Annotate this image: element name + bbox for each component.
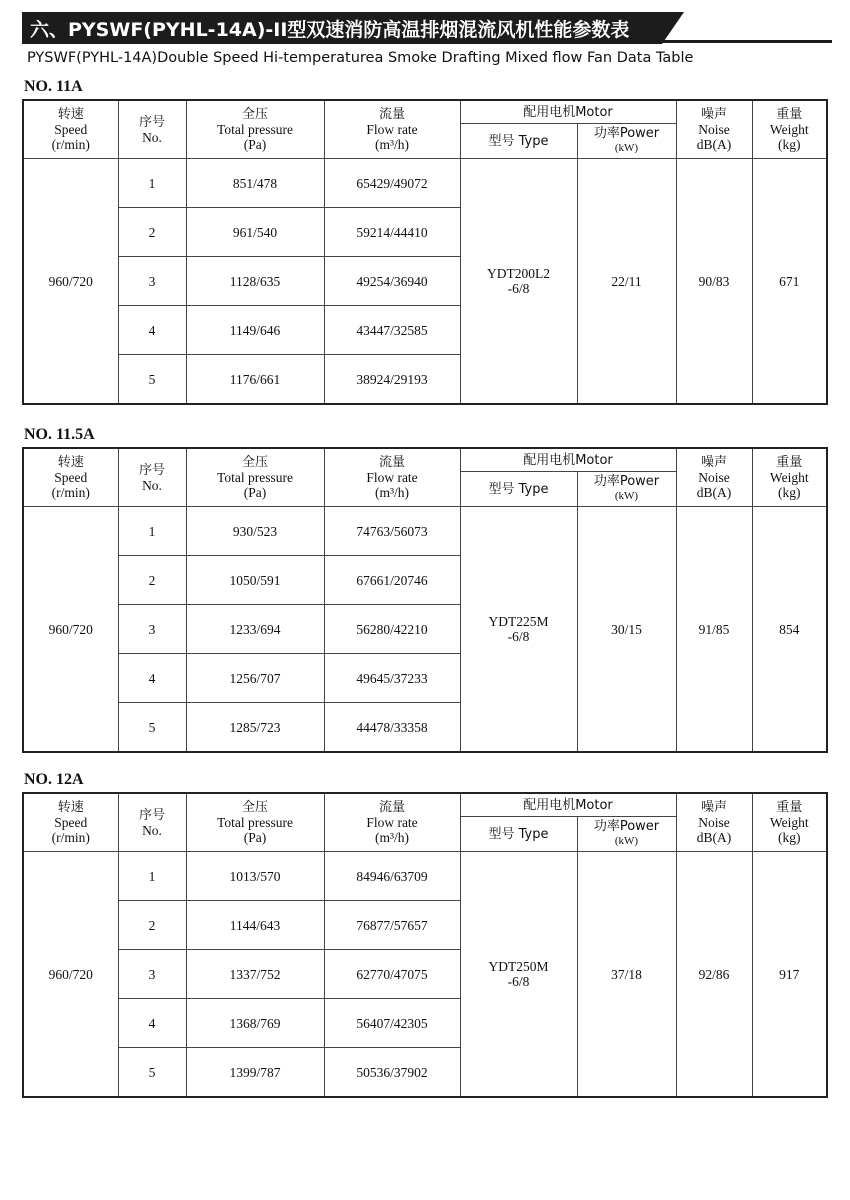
flow-cell: 49254/36940: [324, 257, 460, 306]
noise-cell: 91/85: [676, 507, 752, 753]
header-no: 序号 No.: [118, 448, 186, 507]
pressure-cell: 1337/752: [186, 950, 324, 999]
flow-cell: 67661/20746: [324, 556, 460, 605]
page-title: 六、PYSWF(PYHL-14A)-II型双速消防高温排烟混流风机性能参数表: [30, 19, 630, 41]
header-flow: 流量 Flow rate (m³/h): [324, 448, 460, 507]
title-underline: [662, 40, 832, 43]
row-number-cell: 4: [118, 306, 186, 355]
motor-type-cell: [460, 159, 577, 405]
header-noise: 噪声 Noise dB(A): [676, 100, 752, 159]
row-number-cell: 4: [118, 654, 186, 703]
motor-type-line-1: YDT225M: [488, 614, 549, 629]
pressure-cell: 930/523: [186, 507, 324, 556]
row-number-cell: 5: [118, 703, 186, 753]
weight-cell: 854: [752, 507, 827, 753]
table-row: [23, 507, 827, 556]
power-cell: 37/18: [577, 852, 676, 1098]
header-pressure: 全压 Total pressure (Pa): [186, 100, 324, 159]
motor-type-line-2: -6/8: [507, 281, 530, 296]
header-motor: 配用电机Motor: [460, 100, 676, 124]
header-speed: 转速 Speed (r/min): [23, 100, 118, 159]
header-motor-power: 功率Power (kW): [577, 124, 676, 159]
flow-cell: 38924/29193: [324, 355, 460, 405]
pressure-cell: 1013/570: [186, 852, 324, 901]
weight-cell: 671: [752, 159, 827, 405]
header-no: 序号 No.: [118, 793, 186, 852]
pressure-cell: 1256/707: [186, 654, 324, 703]
row-number-cell: 2: [118, 208, 186, 257]
row-number-cell: 1: [118, 159, 186, 208]
header-no: 序号 No.: [118, 100, 186, 159]
flow-cell: 56407/42305: [324, 999, 460, 1048]
noise-cell: 92/86: [676, 852, 752, 1098]
header-motor-type: 型号 Type: [460, 817, 577, 852]
motor-type-cell: [460, 852, 577, 1098]
title-bar: [22, 12, 832, 44]
flow-cell: 49645/37233: [324, 654, 460, 703]
pressure-cell: 1285/723: [186, 703, 324, 753]
flow-cell: 43447/32585: [324, 306, 460, 355]
motor-type-line-1: YDT200L2: [487, 266, 550, 281]
flow-cell: 62770/47075: [324, 950, 460, 999]
header-speed: 转速 Speed (r/min): [23, 793, 118, 852]
flow-cell: 74763/56073: [324, 507, 460, 556]
table-row: [23, 159, 827, 208]
flow-cell: 76877/57657: [324, 901, 460, 950]
pressure-cell: 1050/591: [186, 556, 324, 605]
section-label: NO. 12A: [24, 771, 84, 788]
header-motor: 配用电机Motor: [460, 793, 676, 817]
pressure-cell: 1399/787: [186, 1048, 324, 1098]
header-motor-power: 功率Power (kW): [577, 472, 676, 507]
header-noise: 噪声 Noise dB(A): [676, 793, 752, 852]
flow-cell: 44478/33358: [324, 703, 460, 753]
section-label: NO. 11A: [24, 78, 83, 95]
pressure-cell: 1233/694: [186, 605, 324, 654]
header-flow: 流量 Flow rate (m³/h): [324, 793, 460, 852]
speed-cell: 960/720: [23, 159, 118, 405]
header-motor-type: 型号 Type: [460, 472, 577, 507]
row-number-cell: 3: [118, 605, 186, 654]
header-pressure: 全压 Total pressure (Pa): [186, 448, 324, 507]
row-number-cell: 1: [118, 852, 186, 901]
header-motor: 配用电机Motor: [460, 448, 676, 472]
header-weight: 重量 Weight (kg): [752, 448, 827, 507]
header-weight: 重量 Weight (kg): [752, 793, 827, 852]
pressure-cell: 1176/661: [186, 355, 324, 405]
table-row: [23, 852, 827, 901]
row-number-cell: 3: [118, 950, 186, 999]
flow-cell: 84946/63709: [324, 852, 460, 901]
header-noise: 噪声 Noise dB(A): [676, 448, 752, 507]
power-cell: 22/11: [577, 159, 676, 405]
row-number-cell: 1: [118, 507, 186, 556]
header-speed: 转速 Speed (r/min): [23, 448, 118, 507]
pressure-cell: 851/478: [186, 159, 324, 208]
flow-cell: 56280/42210: [324, 605, 460, 654]
noise-cell: 90/83: [676, 159, 752, 405]
row-number-cell: 3: [118, 257, 186, 306]
power-cell: 30/15: [577, 507, 676, 753]
section-label: NO. 11.5A: [24, 426, 95, 443]
row-number-cell: 2: [118, 556, 186, 605]
spec-table: [22, 99, 828, 405]
weight-cell: 917: [752, 852, 827, 1098]
flow-cell: 50536/37902: [324, 1048, 460, 1098]
spec-table: [22, 792, 828, 1098]
flow-cell: 65429/49072: [324, 159, 460, 208]
motor-type-line-2: -6/8: [507, 629, 530, 644]
motor-type-line-1: YDT250M: [488, 959, 549, 974]
pressure-cell: 1149/646: [186, 306, 324, 355]
header-pressure: 全压 Total pressure (Pa): [186, 793, 324, 852]
page-subtitle: PYSWF(PYHL-14A)Double Speed Hi-temperaturea Smoke Drafting Mixed flow Fan Data Table: [27, 50, 694, 66]
spec-table: [22, 447, 828, 753]
row-number-cell: 4: [118, 999, 186, 1048]
row-number-cell: 5: [118, 1048, 186, 1098]
pressure-cell: 1128/635: [186, 257, 324, 306]
row-number-cell: 5: [118, 355, 186, 405]
pressure-cell: 1144/643: [186, 901, 324, 950]
pressure-cell: 961/540: [186, 208, 324, 257]
speed-cell: 960/720: [23, 852, 118, 1098]
row-number-cell: 2: [118, 901, 186, 950]
motor-type-line-2: -6/8: [507, 974, 530, 989]
speed-cell: 960/720: [23, 507, 118, 753]
header-motor-type: 型号 Type: [460, 124, 577, 159]
header-weight: 重量 Weight (kg): [752, 100, 827, 159]
header-motor-power: 功率Power (kW): [577, 817, 676, 852]
pressure-cell: 1368/769: [186, 999, 324, 1048]
flow-cell: 59214/44410: [324, 208, 460, 257]
header-flow: 流量 Flow rate (m³/h): [324, 100, 460, 159]
motor-type-cell: [460, 507, 577, 753]
